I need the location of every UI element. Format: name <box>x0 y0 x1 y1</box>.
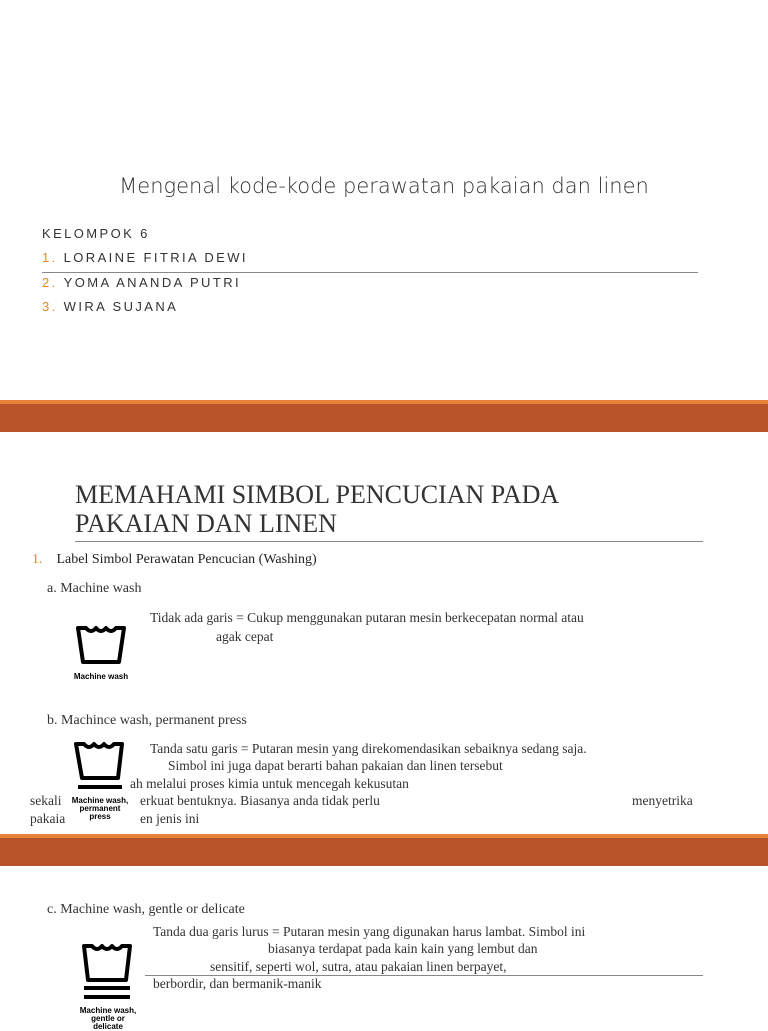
icon-caption <box>70 797 130 821</box>
member-number: 3. <box>42 299 58 314</box>
member-number: 2. <box>42 275 58 290</box>
icon-caption-line: press <box>89 812 111 821</box>
icon-caption-line: delicate <box>93 1022 123 1031</box>
slide-heading-line: MEMAHAMI SIMBOL PENCUCIAN PADA <box>75 480 560 509</box>
item-b-description: pakaia <box>30 811 66 826</box>
slide-washing-symbols-continued <box>0 866 768 1031</box>
slide-title <box>0 0 768 400</box>
group-label: KELOMPOK 6 <box>42 226 150 241</box>
member-name: WIRA SUJANA <box>63 299 179 314</box>
slide-separator-line <box>0 834 768 838</box>
item-c-description: sensitif, seperti wol, sutra, atau pakaian linen berpayet, <box>210 959 507 974</box>
slide-separator-line <box>0 400 768 404</box>
divider <box>42 272 698 273</box>
slide-title-heading: Mengenal kode-kode perawatan pakaian dan linen <box>119 174 649 198</box>
item-b-description: Simbol ini juga dapat berarti bahan pakaian dan linen tersebut <box>168 758 503 773</box>
slide-separator-band <box>0 400 768 432</box>
slide-heading <box>75 480 559 538</box>
wash-tub-icon <box>70 620 132 668</box>
member-name: YOMA ANANDA PUTRI <box>63 275 241 290</box>
member-item <box>42 299 178 314</box>
item-b-description: en jenis ini <box>140 811 200 826</box>
wash-tub-icon <box>70 738 130 792</box>
item-a-label: a. Machine wash <box>47 581 142 596</box>
item-b-description: Tanda satu garis = Putaran mesin yang direkomendasikan sebaiknya sedang saja. <box>150 741 587 756</box>
slide-heading-line: PAKAIAN DAN LINEN <box>75 509 337 538</box>
list-number: 1. <box>32 552 43 567</box>
item-b-description: sekali <box>30 793 62 808</box>
wash-tub-icon <box>76 940 140 1002</box>
item-c-description: biasanya terdapat pada kain kain yang lembut dan <box>268 941 538 956</box>
machine-wash-icon <box>70 620 132 681</box>
icon-caption-line: permanent <box>79 804 121 813</box>
item-c-description: Tanda dua garis lurus = Putaran mesin yang digunakan harus lambat. Simbol ini <box>153 924 586 939</box>
icon-caption: Machine wash <box>73 672 129 681</box>
member-number: 1. <box>42 250 58 265</box>
machine-wash-permanent-press-icon <box>70 738 130 821</box>
item-b-label: b. Machince wash, permanent press <box>47 713 247 728</box>
member-name: LORAINE FITRIA DEWI <box>63 250 248 265</box>
item-b-description: erkuat bentuknya. Biasanya anda tidak perlu <box>140 793 380 808</box>
machine-wash-gentle-icon <box>76 940 140 1031</box>
slide-separator-band <box>0 834 768 866</box>
item-c-description: berbordir, dan bermanik-manik <box>153 976 322 991</box>
item-b-description: ah melalui proses kimia untuk mencegah kekusutan <box>130 776 409 791</box>
divider <box>75 541 703 542</box>
member-item <box>42 250 248 265</box>
item-b-description: menyetrika <box>632 793 693 808</box>
list-text: Label Simbol Perawatan Pencucian (Washing) <box>56 552 317 567</box>
icon-caption <box>76 1007 140 1031</box>
item-c-label: c. Machine wash, gentle or delicate <box>47 902 245 917</box>
icon-caption-line: gentle or <box>91 1014 125 1023</box>
slide-washing-symbols <box>0 432 768 834</box>
list-item <box>32 552 317 568</box>
member-item <box>42 275 241 290</box>
icon-caption-line: Machine wash, <box>71 796 129 805</box>
item-a-description: agak cepat <box>216 629 274 644</box>
icon-caption-line: Machine wash, <box>79 1006 137 1015</box>
item-a-description: Tidak ada garis = Cukup menggunakan putaran mesin berkecepatan normal atau <box>150 610 584 625</box>
